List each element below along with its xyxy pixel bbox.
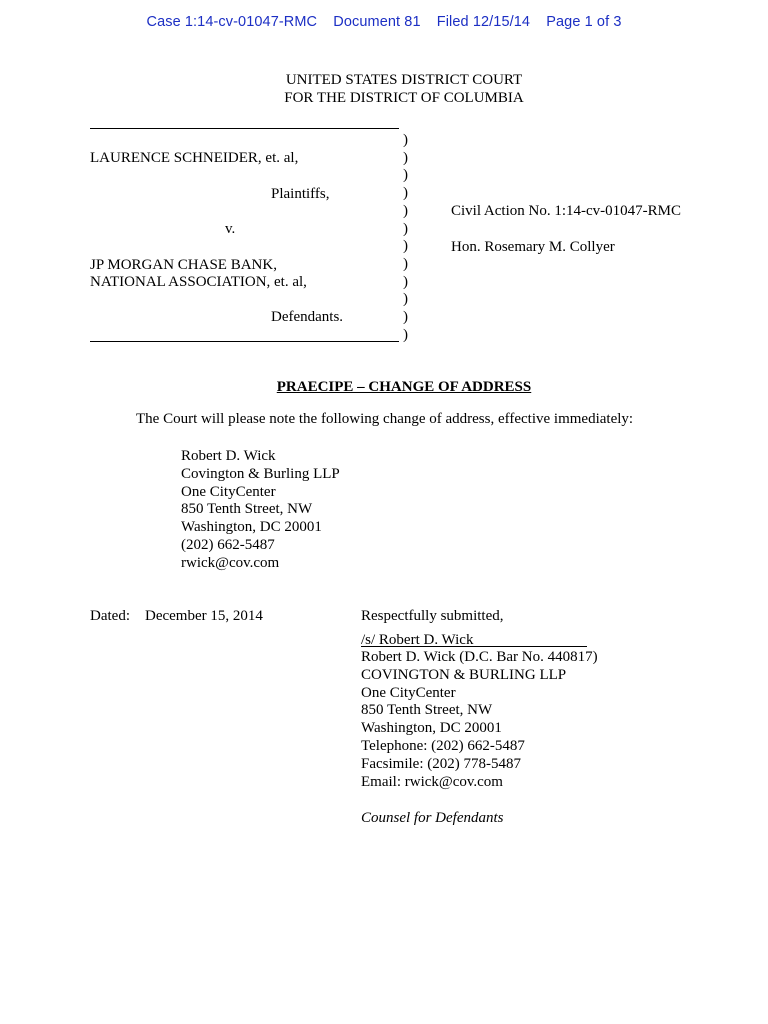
address-line: (202) 662-5487 bbox=[181, 536, 275, 553]
address-line: Robert D. Wick bbox=[181, 448, 276, 464]
electronic-signature: /s/ Robert D. Wick bbox=[361, 632, 474, 648]
dated-label: Dated: bbox=[90, 608, 130, 624]
firm-facsimile: Facsimile: (202) 778-5487 bbox=[361, 755, 521, 772]
court-name-line1: UNITED STATES DISTRICT COURT bbox=[285, 72, 523, 88]
intro-paragraph: The Court will please note the following change of address, effective immediately: bbox=[136, 411, 634, 427]
plaintiff-name: LAURENCE SCHNEIDER, et. al, bbox=[90, 150, 299, 166]
document-title: PRAECIPE – CHANGE OF ADDRESS bbox=[276, 379, 532, 395]
judge-name: Hon. Rosemary M. Collyer bbox=[451, 239, 615, 255]
firm-city: Washington, DC 20001 bbox=[361, 720, 502, 737]
document-number: Document 81 bbox=[333, 14, 421, 30]
ecf-header-stamp bbox=[0, 14, 768, 30]
respectfully-submitted: Respectfully submitted, bbox=[361, 608, 504, 624]
address-line: 850 Tenth Street, NW bbox=[181, 501, 313, 518]
defendant-name-line1: JP MORGAN CHASE BANK, bbox=[90, 257, 277, 273]
plaintiffs-label: Plaintiffs, bbox=[271, 186, 330, 202]
new-address-block bbox=[181, 448, 340, 573]
caption-bottom-rule bbox=[90, 341, 399, 342]
signature-details bbox=[361, 649, 598, 791]
firm-street: 850 Tenth Street, NW bbox=[361, 702, 493, 719]
versus-label: v. bbox=[225, 221, 236, 237]
court-name-line2: FOR THE DISTRICT OF COLUMBIA bbox=[284, 90, 524, 106]
firm-telephone: Telephone: (202) 662-5487 bbox=[361, 737, 525, 754]
dated-value: December 15, 2014 bbox=[145, 608, 263, 624]
firm-email[interactable]: Email: rwick@cov.com bbox=[361, 773, 503, 790]
address-line: Covington & Burling LLP bbox=[181, 465, 340, 482]
defendants-label: Defendants. bbox=[271, 309, 344, 325]
civil-action-number: Civil Action No. 1:14-cv-01047-RMC bbox=[451, 203, 681, 219]
firm-name: COVINGTON & BURLING LLP bbox=[361, 666, 567, 683]
signer-name-bar: Robert D. Wick (D.C. Bar No. 440817) bbox=[361, 649, 598, 665]
case-number: Case 1:14-cv-01047-RMC bbox=[146, 14, 318, 30]
counsel-for-defendants: Counsel for Defendants bbox=[361, 810, 504, 826]
caption-top-rule bbox=[90, 128, 399, 129]
address-email[interactable]: rwick@cov.com bbox=[181, 554, 280, 571]
page-indicator: Page 1 of 3 bbox=[546, 14, 622, 30]
defendant-name-line2: NATIONAL ASSOCIATION, et. al, bbox=[90, 274, 307, 290]
address-line: Washington, DC 20001 bbox=[181, 519, 322, 536]
address-line: One CityCenter bbox=[181, 483, 276, 500]
firm-building: One CityCenter bbox=[361, 684, 456, 701]
filed-date: Filed 12/15/14 bbox=[436, 14, 531, 30]
signature-line bbox=[361, 646, 587, 647]
